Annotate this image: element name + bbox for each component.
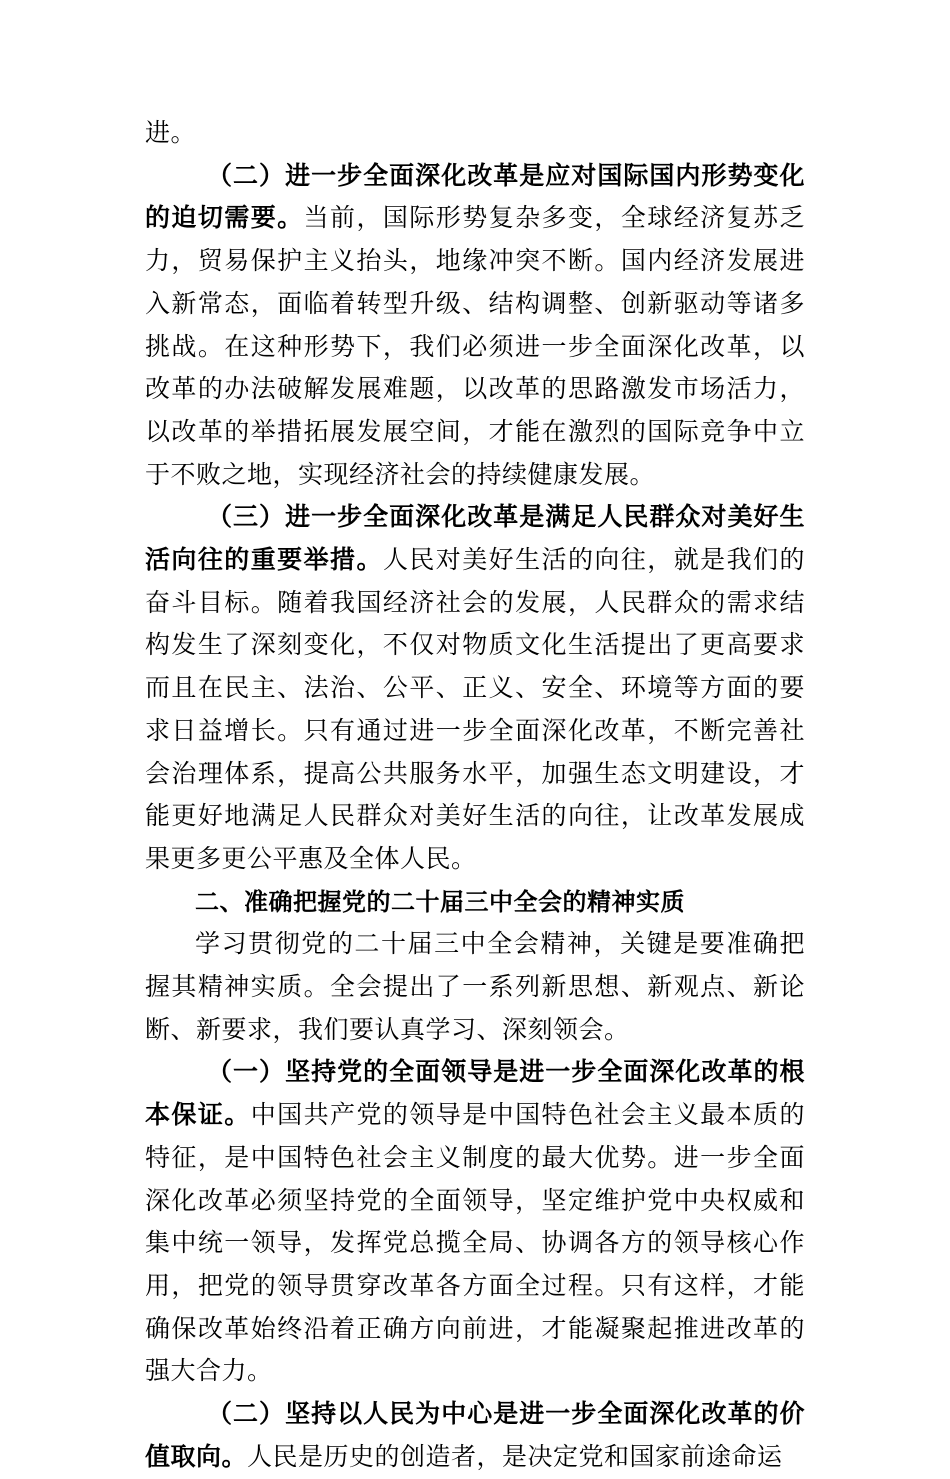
paragraph-international-situation [145,155,805,497]
paragraph-people-centered [145,1393,805,1478]
paragraph-text: 学习贯彻党的二十届三中全会精神，关键是要准确把握其精神实质。全会提出了一系列新思想、新观点、新论断、新要求，我们要认真学习、深刻领会。 [145,929,805,1044]
paragraph-text: 人民对美好生活的向往，就是我们的奋斗目标。随着我国经济社会的发展，人民群众的需求结构发生了深刻变化，不仅对物质文化生活提出了更高要求而且在民主、法治、公平、正义、安全、环境等方面的要求日益增长。只有通过进一步全面深化改革，不断完善社会治理体系，提高公共服务水平，加强生态文明建设，才能更好地满足人民群众对美好生活的向往，让改革发展成果更多更公平惠及全体人民。 [145,545,805,873]
paragraph-lead: （二）进一步全面深化改革是应对国际国内形势变化的迫切需要。 [145,160,805,233]
paragraph-spirit-essence [145,923,805,1051]
paragraph-party-leadership [145,1051,805,1393]
paragraph-lead: （一）坚持党的全面领导是进一步全面深化改革的根本保证。 [145,1057,805,1130]
section-heading-2: 二、准确把握党的二十届三中全会的精神实质 [195,887,685,916]
document-page [145,112,805,1479]
paragraph-lead: （三）进一步全面深化改革是满足人民群众对美好生活向往的重要举措。 [145,502,805,575]
paragraph-text: 当前，国际形势复杂多变，全球经济复苏乏力，贸易保护主义抬头，地缘冲突不断。国内经济发展进入新常态，面临着转型升级、结构调整、创新驱动等诸多挑战。在这种形势下，我们必须进一步全面深化改革，以改革的办法破解发展难题，以改革的思路激发市场活力，以改革的举措拓展发展空间，才能在激烈的国际竞争中立于不败之地，实现经济社会的持续健康发展。 [145,203,805,489]
paragraph-text: 中国共产党的领导是中国特色社会主义最本质的特征，是中国特色社会主义制度的最大优势。进一步全面深化改革必须坚持党的全面领导，坚定维护党中央权威和集中统一领导，发挥党总揽全局、协调各方的领导核心作用，把党的领导贯穿改革各方面全过程。只有这样，才能确保改革始终沿着正确方向前进，才能凝聚起推进改革的强大合力。 [145,1100,805,1386]
paragraph-text: 人民是历史的创造者，是决定党和国家前途命运 [247,1441,783,1471]
paragraph-better-life [145,496,805,880]
paragraph-continuation [145,112,805,155]
paragraph-text: 进。 [145,118,197,147]
paragraph-lead: （二）坚持以人民为中心是进一步全面深化改革的价值取向。 [145,1399,805,1471]
